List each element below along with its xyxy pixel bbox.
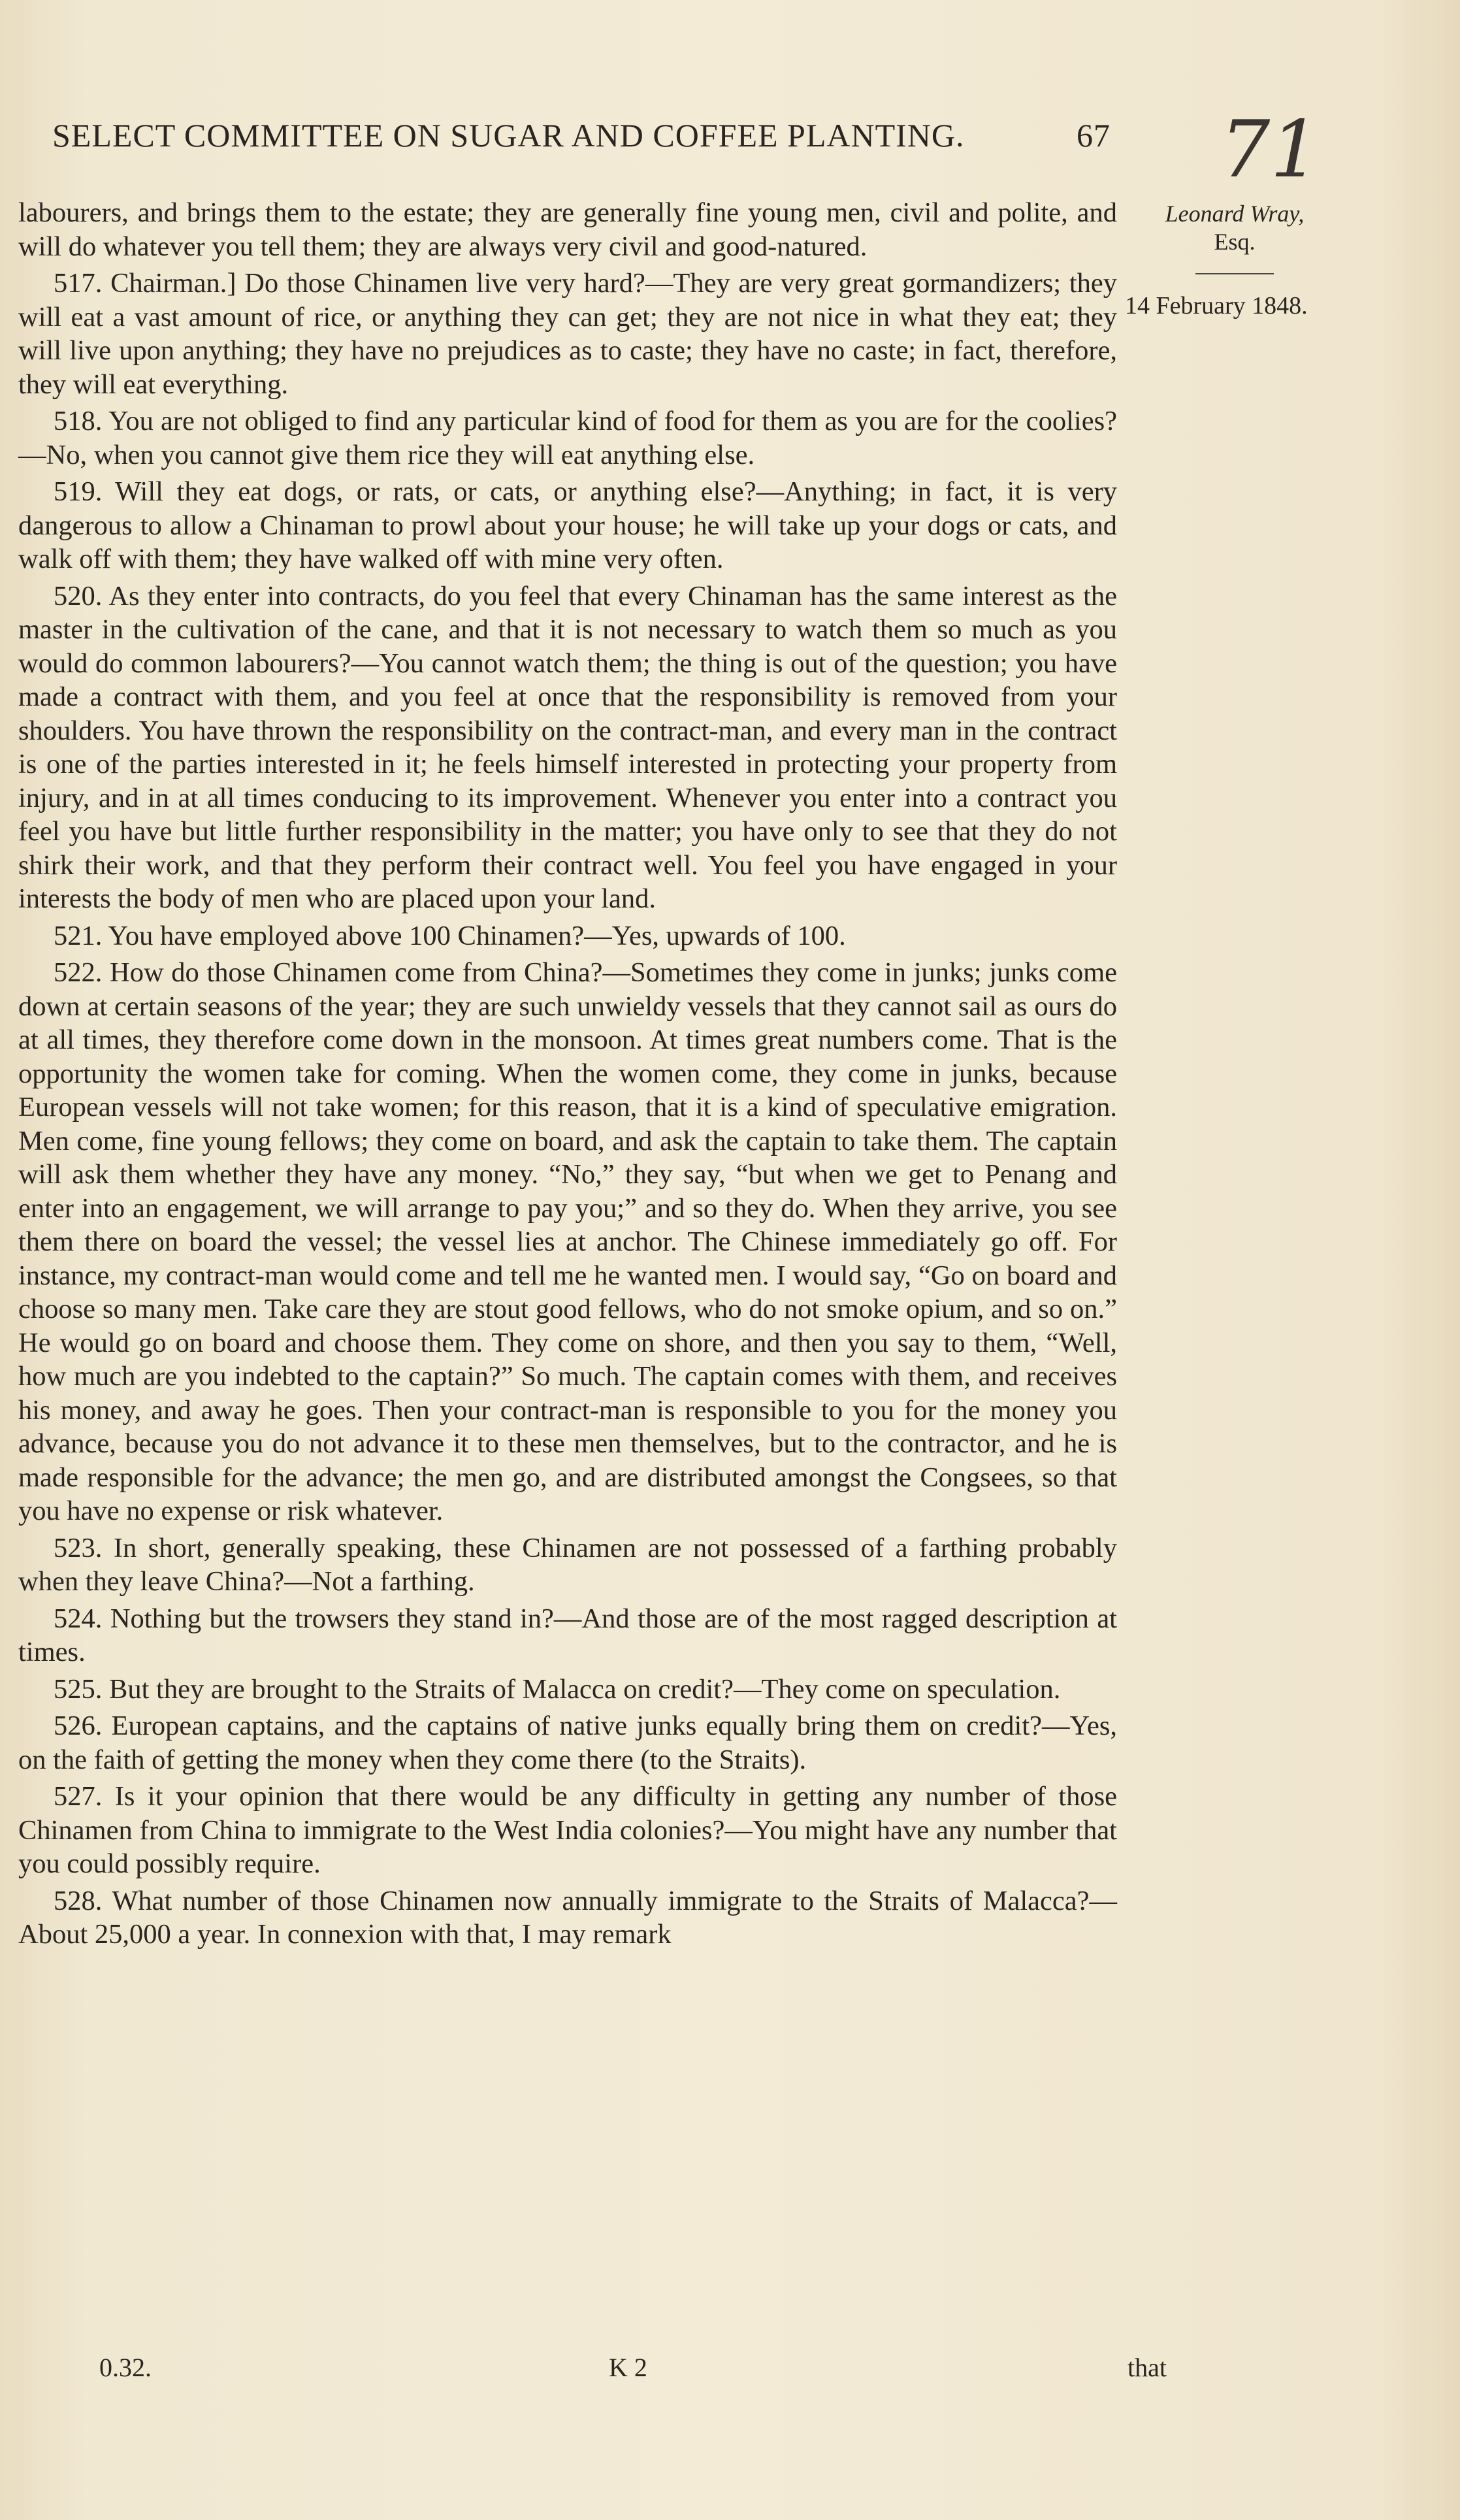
footer-signature-mark: K 2: [609, 2353, 647, 2382]
footer-catchword: that: [1127, 2353, 1167, 2382]
paragraph-527: 527. Is it your opinion that there would be any difficulty in getting any number of those Chinamen from China to immigrate to the West India colonies?—You might have any number that you could possibly require.: [18, 1781, 1117, 1879]
paragraph-526: 526. European captains, and the captains of native junks equally bring them on credit?—Yes, on the faith of getting the money when they come there (to the Straits).: [18, 1710, 1117, 1775]
paragraph-528: 528. What number of those Chinamen now annually immigrate to the Straits of Malacca?—About 25,000 a year. In connexion with that, I may remark: [18, 1885, 1117, 1950]
paragraph-525: 525. But they are brought to the Straits of Malacca on credit?—They come on speculation.: [54, 1673, 1061, 1705]
witness-suffix: Esq.: [1214, 229, 1256, 255]
paragraph-524: 524. Nothing but the trowsers they stand in?—And those are of the most ragged description at times.: [18, 1603, 1117, 1667]
paragraph-continuation: labourers, and brings them to the estate; they are generally fine young men, civil and polite, and will do whatever you tell them; they are always very civil and good-natured.: [18, 197, 1117, 262]
paragraph-518: 518. You are not obliged to find any particular kind of food for them as you are for the coolies?—No, when you cannot give them rice they will eat anything else.: [18, 406, 1117, 470]
witness-name: Leonard Wray,: [1165, 201, 1305, 227]
running-header: [52, 116, 1111, 154]
footer-print-number: 0.32.: [99, 2353, 152, 2382]
paragraph-522: 522. How do those Chinamen come from China?—Sometimes they come in junks; junks come down at certain seasons of the year; they are such unwieldy vessels that they cannot sail as ours do at all times, they therefore come down in the monsoon. At times great numbers come. That is the opportunity the women take for coming. When the women come, they come in junks, because European vessels will not take women; for this reason, that it is a kind of speculative emigration. Men come, fine young fellows; they come on board, and ask the captain to take them. The captain will ask them whether they have any money. “No,” they say, “but when we get to Penang and enter into an engagement, we will arrange to pay you;” and so they do. When they arrive, you see them there on board the vessel; the vessel lies at anchor. The Chinese immediately go off. For instance, my contract-man would come and tell me he wanted men. I would say, “Go on board and choose so many men. Take care they are stout good fellows, who do not smoke opium, and so on.” He would go on board and choose them. They come on shore, and then you say to them, “Well, how much are you indebted to the captain?” So much. The captain comes with them, and receives his money, and away he goes. Then your contract-man is responsible to you for the money you advance, because you do not advance it to these men themselves, but to the contractor, and he is made responsible for the advance; the men go, and are distributed amongst the Congsees, so that you have no expense or risk whatever.: [18, 957, 1117, 1526]
paragraph-521: 521. You have employed above 100 Chinamen?—Yes, upwards of 100.: [54, 920, 846, 951]
handwritten-folio-number: 71: [1220, 105, 1320, 195]
margin-date: 14 February 1848.: [1125, 292, 1308, 319]
page-number: 67: [1077, 117, 1111, 154]
paragraph-519: 519. Will they eat dogs, or rats, or cats, or anything else?—Anything; in fact, it is very dangerous to allow a Chinaman to prowl about your house; he will take up your dogs or cats, and walk off with them; they have walked off with mine very often.: [18, 476, 1117, 574]
margin-rule: [1195, 273, 1274, 274]
header-title: SELECT COMMITTEE ON SUGAR AND COFFEE PLANTING.: [52, 117, 965, 154]
testimony-text: [18, 196, 1117, 1955]
paragraph-523: 523. In short, generally speaking, these Chinamen are not possessed of a farthing probably when they leave China?—Not a farthing.: [18, 1532, 1117, 1597]
witness-margin-note: [1137, 200, 1333, 274]
paragraph-520: 520. As they enter into contracts, do you feel that every Chinaman has the same interest as the master in the cultivation of the cane, and that it is not necessary to watch them so much as you would do common labourers?—You cannot watch them; the thing is out of the question; you have made a contract with them, and you feel at once that the responsibility is removed from your shoulders. You have thrown the responsibility on the contract-man, and every man in the contract is one of the parties interested in it; he feels himself interested in protecting your property from injury, and in at all times conducing to its improvement. Whenever you enter into a contract you feel you have but little further responsibility in the matter; you have only to see that they do not shirk their work, and that they perform their contract well. You feel you have engaged in your interests the body of men who are placed upon your land.: [18, 580, 1117, 914]
paragraph-517: 517. Chairman.] Do those Chinamen live very hard?—They are very great gormandizers; they will eat a vast amount of rice, or anything they can get; they are not nice in what they eat; they will live upon anything; they have no prejudices as to caste; they have no caste; in fact, therefore, they will eat everything.: [18, 268, 1117, 400]
